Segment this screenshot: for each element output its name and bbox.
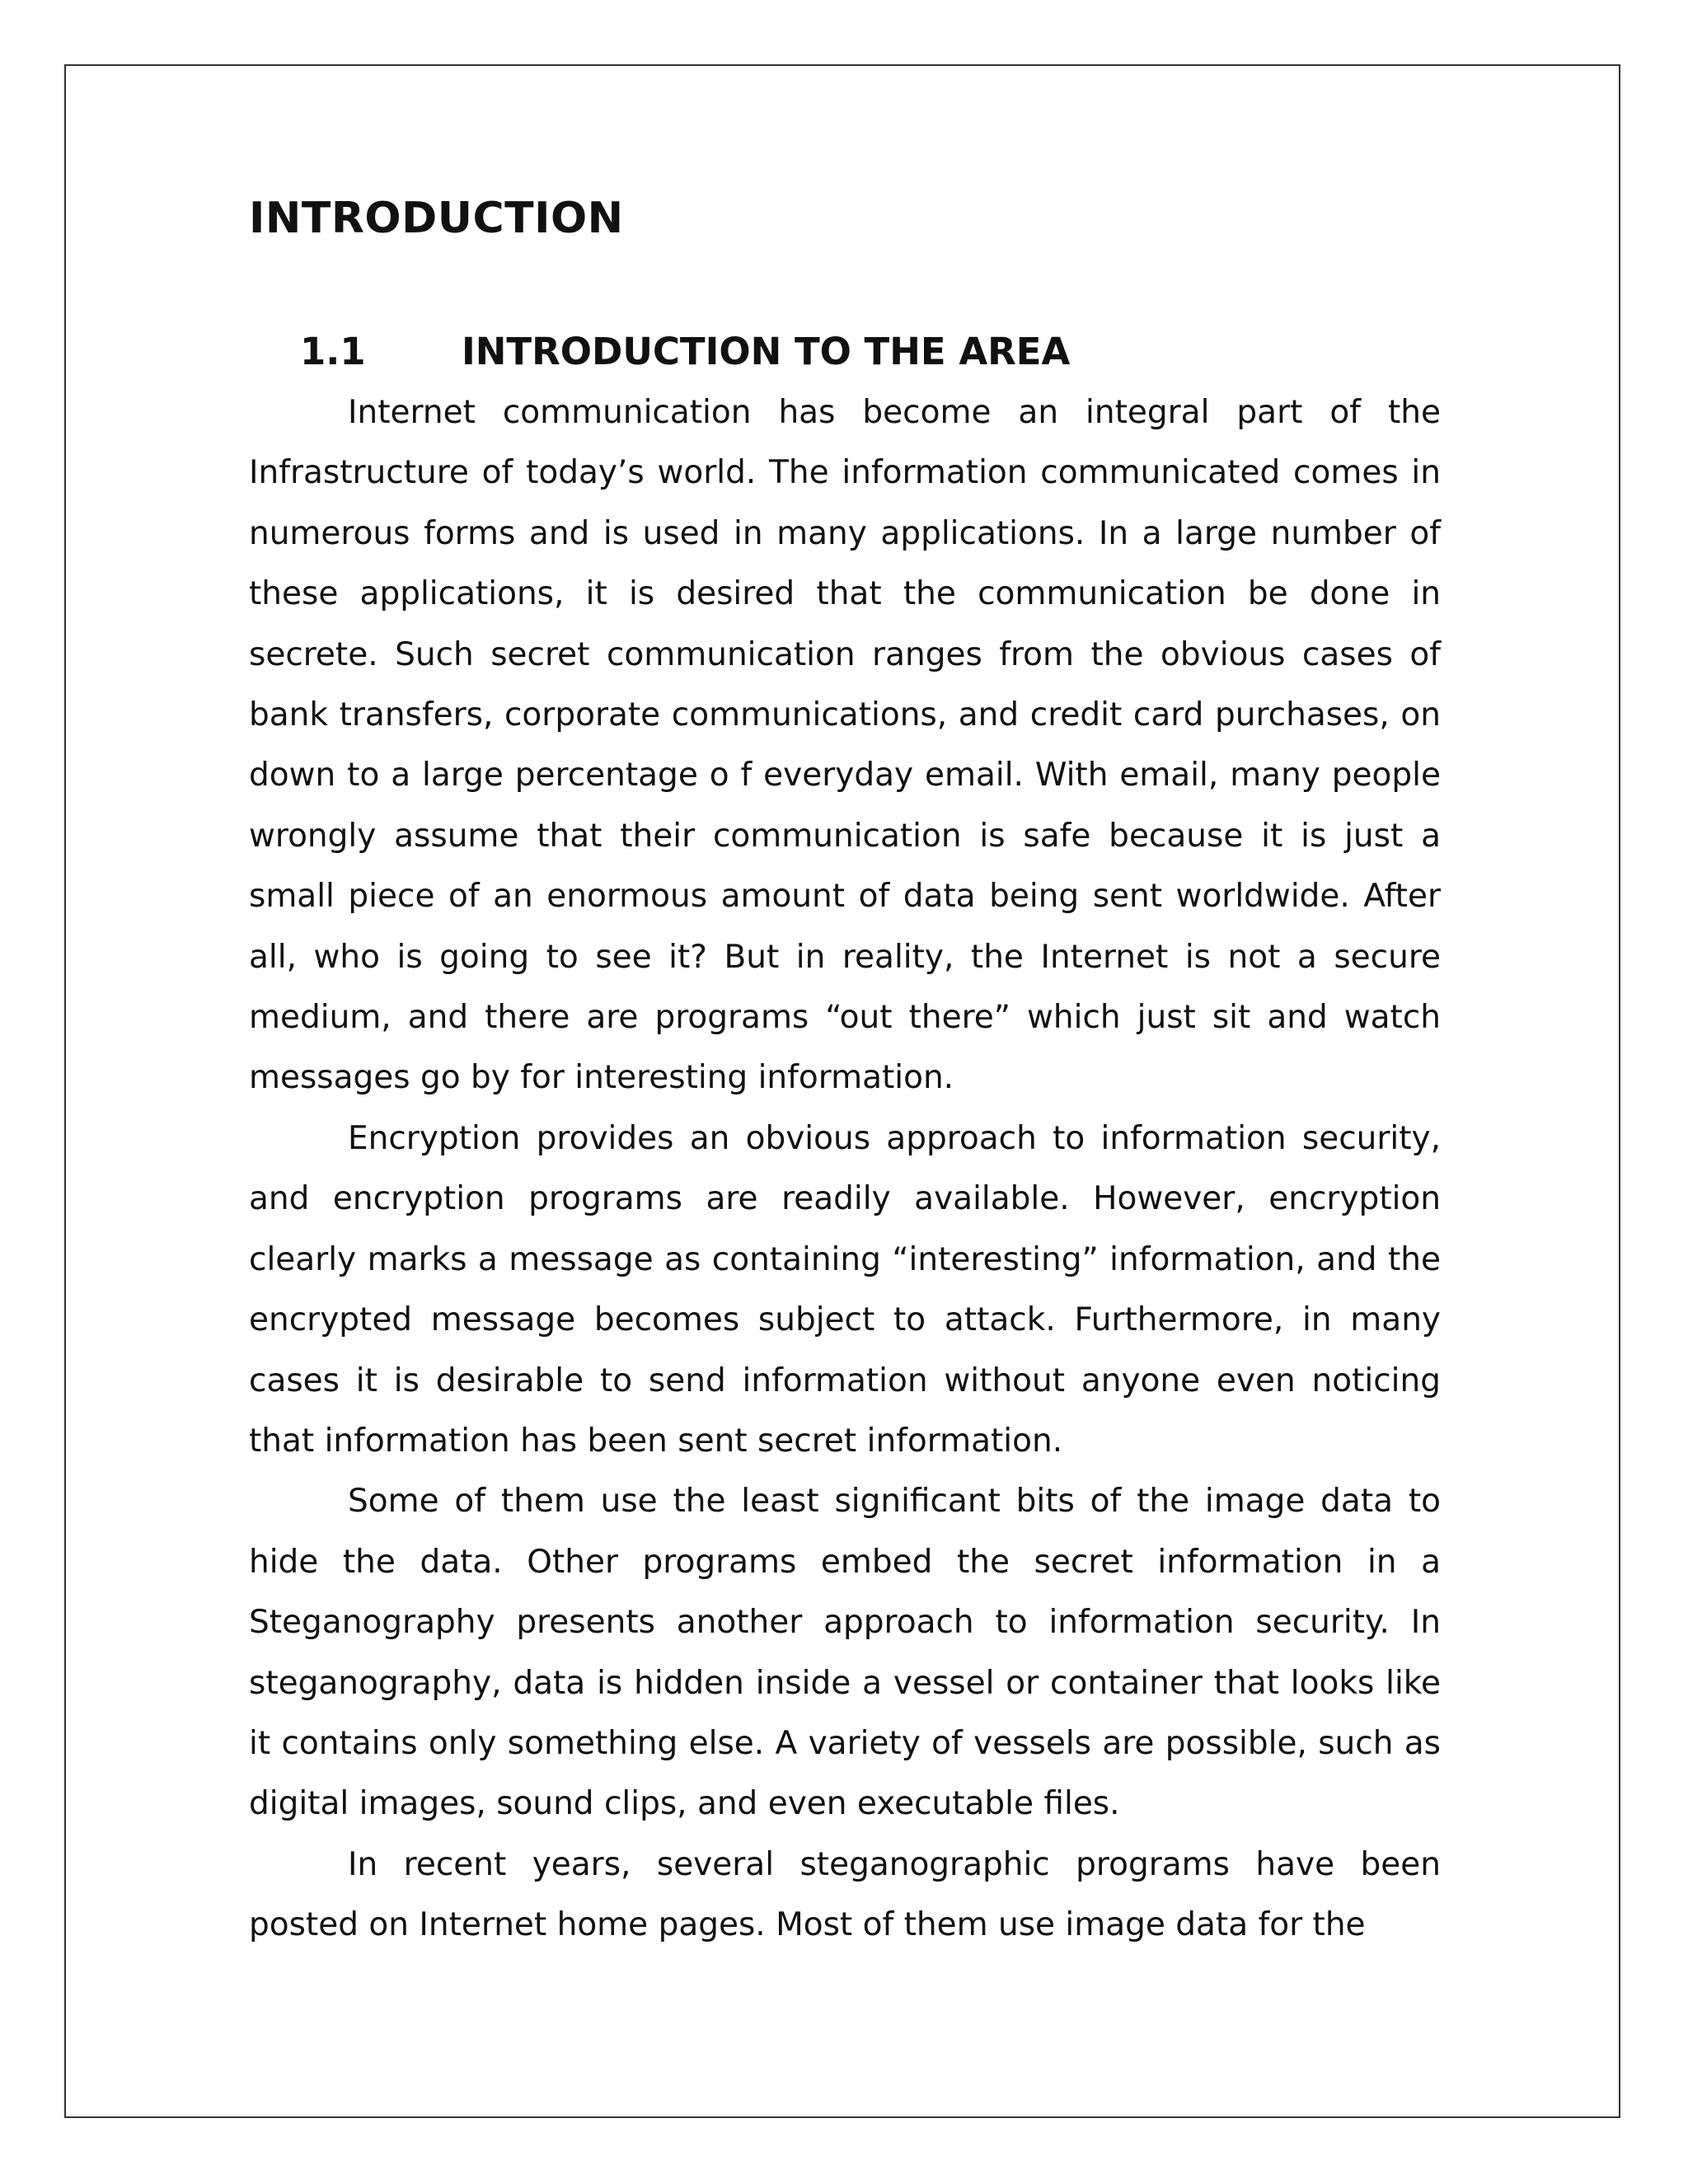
paragraph-internet-communication: Internet communication has become an integral part of the Infrastructure of today’s world. The information communicated comes in numerous forms and is used in many applications. In a large number of these applications, it is desired that the communication be done in secrete. Such secret communication ranges from the obvious cases of bank transfers, corporate communications, and credit card purchases, on down to a large percentage o f everyday email. With email, many people wrongly assume that their communication is safe because it is just a small piece of an enormous amount of data being sent worldwide. After all, who is going to see it? But in reality, the Internet is not a secure medium, and there are programs “out there” which just sit and watch messages go by for interesting information. [249, 394, 1441, 1097]
section-title: INTRODUCTION TO THE AREA [462, 330, 1071, 373]
section-heading [300, 326, 1441, 377]
section-number: 1.1 [300, 330, 366, 373]
chapter-title: INTRODUCTION [249, 194, 624, 243]
page-content [249, 190, 1441, 1956]
paragraph-recent-years: In recent years, several steganographic programs have been posted on Internet home pages. Most of them use image data for the [249, 1845, 1441, 1944]
paragraph-encryption: Encryption provides an obvious approach to information security, and encryption programs are readily available. However, encryption clearly marks a message as containing “interesting” information, and the encrypted message becomes subject to attack. Furthermore, in many cases it is desirable to send information without anyone even noticing that information has been sent secret information. [249, 1119, 1441, 1460]
paragraph-steganography: Some of them use the least significant bits of the image data to hide the data. Other programs embed the secret information in a Steganography presents another approach to information security. In steganography, data is hidden inside a vessel or container that looks like it contains only something else. A variety of vessels are possible, such as digital images, sound clips, and even executable files. [249, 1483, 1441, 1823]
